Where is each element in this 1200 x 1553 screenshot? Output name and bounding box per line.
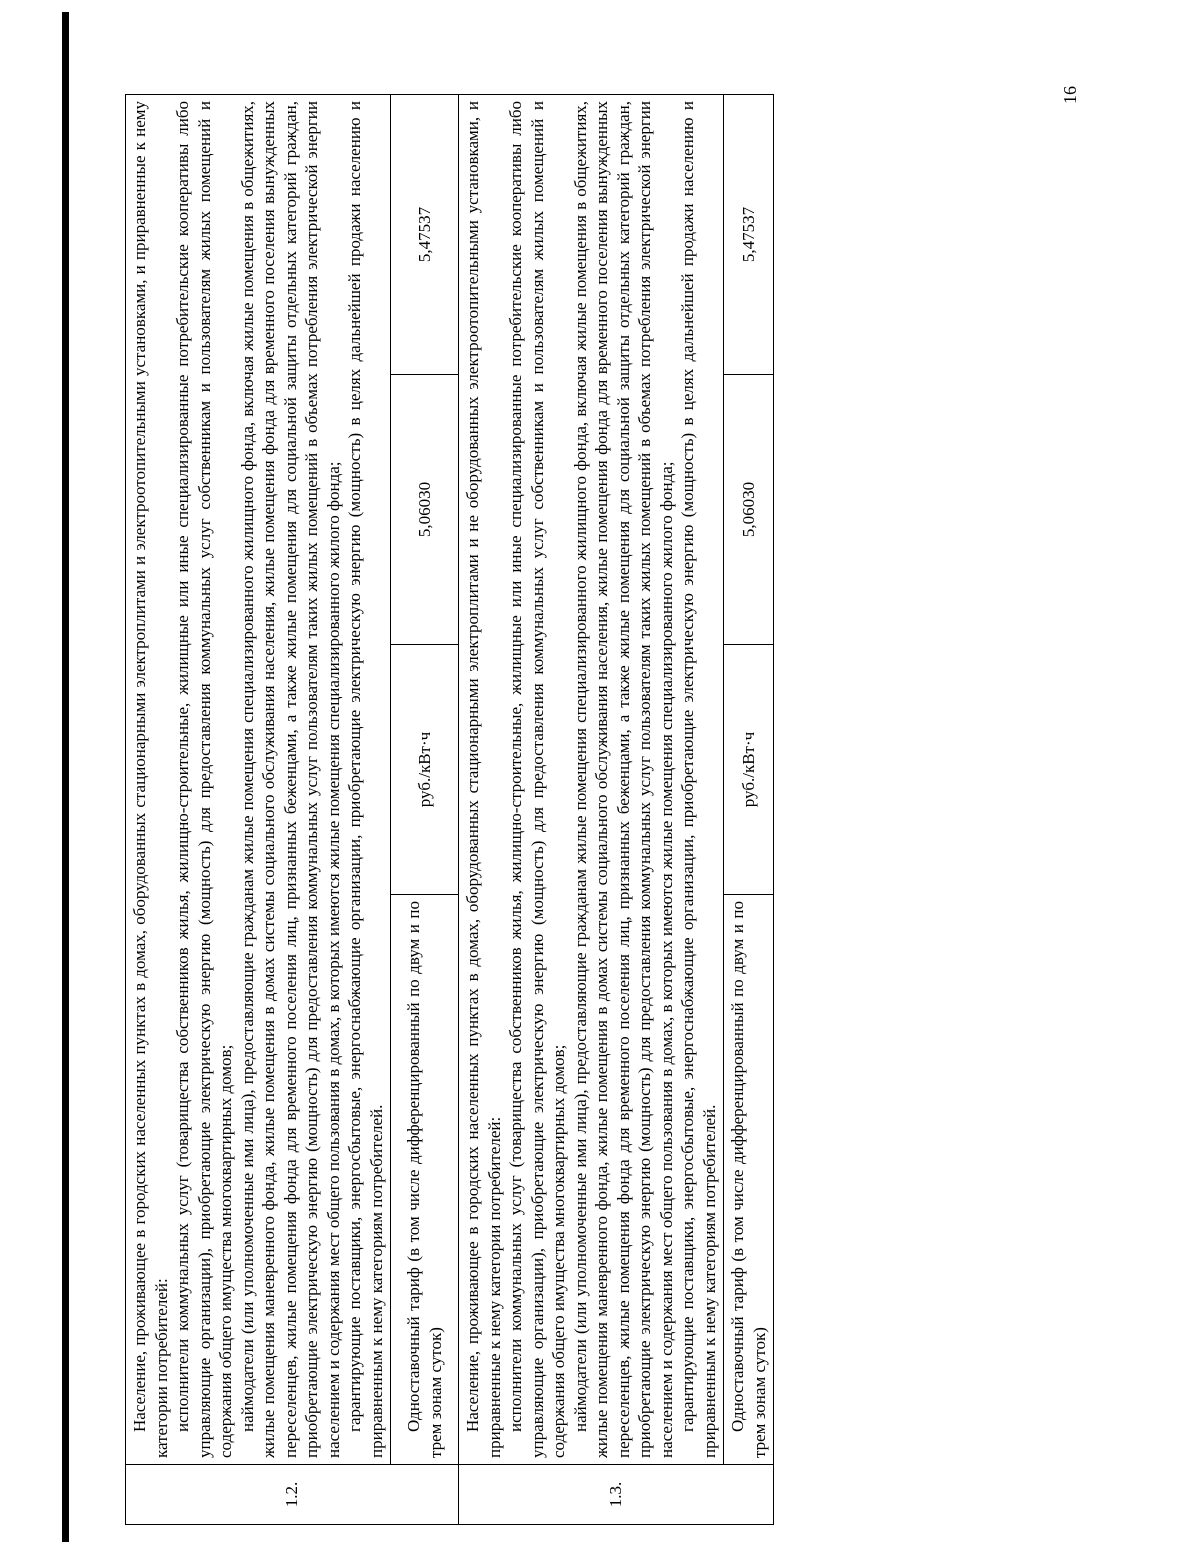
- value-cell-first-half: 5,06030: [724, 375, 774, 645]
- unit-cell: руб./кВт·ч: [391, 645, 459, 895]
- value-cell-first-half: 5,06030: [391, 375, 459, 645]
- row-number: 1.3.: [459, 1465, 774, 1525]
- description-paragraph: наймодатели (или уполномоченные ими лица), предоставляющие гражданам жилые помещения специализированного жилищного фонда, включая жилые помещения в общежитиях, жилые помещения маневренного фонда, жилые помещения в домах системы социального обслуживания населения, жилые помещения фонда для временного поселения вынужденных переселенцев, жилые помещения фонда для временного поселения лиц, признанных беженцами, а также жилые помещения для социальной защиты отдельных категорий граждан, приобретающие электрическую энергию (мощность) для предоставления коммунальных услуг пользователям таких жилых помещений в объемах потребления электрической энергии населением и содержания мест общего пользования в домах, в которых имеются жилые помещения специализированного жилого фонда;: [570, 100, 676, 1458]
- table-row: [126, 94, 391, 1524]
- description-paragraph: гарантирующие поставщики, энергосбытовые, энергоснабжающие организации, приобретающие электрическую энергию (мощность) в целях дальнейшей продажи населению и приравненным к нему категориям потребителей.: [678, 100, 719, 1458]
- row-number: 1.2.: [126, 1465, 459, 1525]
- description-paragraph: Население, проживающее в городских населенных пунктах в домах, оборудованных стационарными электроплитами и электроотопительными установками, и приравненные к нему категории потребителей:: [130, 100, 171, 1458]
- page-number: 16: [1060, 86, 1080, 104]
- tariff-table: [125, 94, 774, 1525]
- tariff-document: [125, 95, 1045, 1525]
- description-paragraph: исполнители коммунальных услуг (товарищества собственников жилья, жилищно-строительные, жилищные или иные специализированные потребительские кооперативы либо управляющие организации), приобретающие электрическую энергию (мощность) для предоставления коммунальных услуг собственникам и пользователям жилых помещений и содержания общего имущества многоквартирных домов;: [506, 100, 568, 1458]
- unit-cell: руб./кВт·ч: [724, 645, 774, 895]
- description-paragraph: исполнители коммунальных услуг (товарищества собственников жилья, жилищно-строительные, жилищные или иные специализированные потребительские кооперативы либо управляющие организации), приобретающие электрическую энергию (мощность) для предоставления коммунальных услуг собственникам и пользователям жилых помещений и содержания общего имущества многоквартирных домов;: [173, 100, 235, 1458]
- table-row: [391, 94, 459, 1524]
- category-description: [126, 94, 391, 1464]
- description-paragraph: гарантирующие поставщики, энергосбытовые, энергоснабжающие организации, приобретающие электрическую энергию (мощность) в целях дальнейшей продажи населению и приравненным к нему категориям потребителей.: [345, 100, 386, 1458]
- tariff-label: Одноставочный тариф (в том числе дифференцированный по двум и по трем зонам суток): [391, 895, 459, 1465]
- category-description: [459, 94, 724, 1464]
- table-row: [459, 94, 724, 1524]
- value-cell-second-half: 5,47537: [391, 94, 459, 374]
- binding-margin-bar: [62, 12, 69, 1542]
- value-cell-second-half: 5,47537: [724, 94, 774, 374]
- table-row: [724, 94, 774, 1524]
- description-paragraph: наймодатели (или уполномоченные ими лица), предоставляющие гражданам жилые помещения специализированного жилищного фонда, включая жилые помещения в общежитиях, жилые помещения маневренного фонда, жилые помещения в домах системы социального обслуживания населения, жилые помещения фонда для временного поселения вынужденных переселенцев, жилые помещения фонда для временного поселения лиц, признанных беженцами, а также жилые помещения для социальной защиты отдельных категорий граждан, приобретающие электрическую энергию (мощность) для предоставления коммунальных услуг пользователям таких жилых помещений в объемах потребления электрической энергии населением и содержания мест общего пользования в домах, в которых имеются жилые помещения специализированного жилого фонда;: [237, 100, 343, 1458]
- tariff-label: Одноставочный тариф (в том числе дифференцированный по двум и по трем зонам суток): [724, 895, 774, 1465]
- description-paragraph: Население, проживающее в городских населенных пунктах в домах, оборудованных стационарными электроплитами и не оборудованных электроотопительными установками, и приравненные к нему категории потребителей:: [463, 100, 504, 1458]
